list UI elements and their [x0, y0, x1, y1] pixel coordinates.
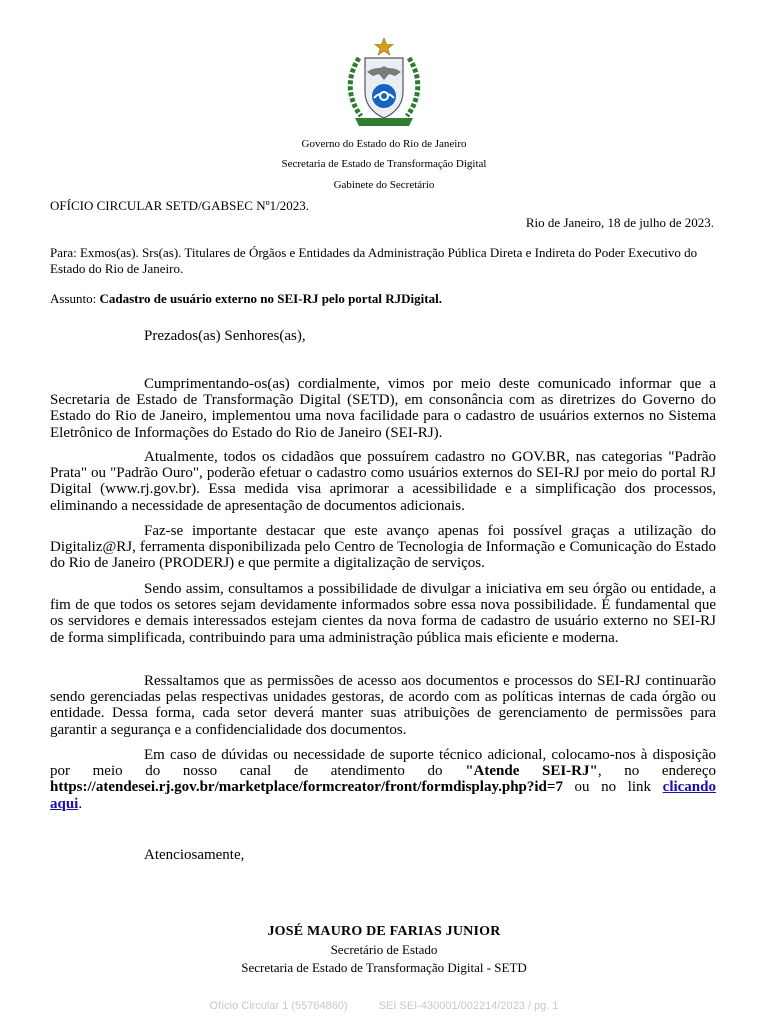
contact-end: . — [78, 795, 83, 812]
signatory-role: Secretário de Estado — [330, 942, 438, 957]
header-government: Governo do Estado do Rio de Janeiro — [301, 138, 467, 150]
contact-channel: "Atende SEI-RJ" — [465, 763, 598, 780]
paragraph-4: Sendo assim, consultamos a possibilidade de divulgar a iniciativa em seu órgão ou entidade, a fim de que todos os setores sejam devidamente informados sobre essa nova possibilidade. É fundamental que os servidores e demais interessados estejam cientes da nova forma de cadastro de usuário externo no SEI-RJ de forma simplificada, contribuindo para uma administração pública mais eficiente e moderna. — [50, 581, 716, 646]
paragraph-3: Faz-se importante destacar que este avanço apenas foi possível graças a utilização do Digitaliz@RJ, ferramenta disponibilizada pelo Centro de Tecnologia de Informação e Comunicação do Estado do Rio de Janeiro (PRODERJ) e que permite a digitalização de serviços. — [50, 523, 716, 572]
coat-of-arms-icon — [341, 36, 427, 132]
contact-url[interactable]: https://atendesei.rj.gov.br/marketplace/formcreator/front/formdisplay.php?id=7 — [50, 779, 563, 796]
paragraph-2: Atualmente, todos os cidadãos que possuírem cadastro no GOV.BR, nas categorias "Padrão Prata" ou "Padrão Ouro", poderão efetuar o cadastro como usuários externos do SEI-RJ por meio do portal RJ Digital (www.rj.gov.br). Essa medida visa aprimorar a acessibilidade e a simplificação dos processos, eliminando a necessidade de apresentação de documentos adicionais. — [50, 449, 716, 514]
contact-middle: , no endereço — [597, 763, 716, 780]
subject-text: Cadastro de usuário externo no SEI-RJ pelo portal RJDigital. — [99, 291, 442, 306]
subject-line — [50, 291, 442, 307]
signatory-name: JOSÉ MAURO DE FARIAS JUNIOR — [267, 924, 501, 939]
paragraph-5: Ressaltamos que as permissões de acesso aos documentos e processos do SEI-RJ continuarão sendo gerenciadas pelas respectivas unidades gestoras, de acordo com as políticas internas de cada órgão ou entidade. Dessa forma, cada setor deverá manter suas atribuições de gerenciamento de permissões para garantir a segurança e a confidencialidade dos documentos. — [50, 673, 716, 738]
paragraph-contact — [50, 747, 716, 812]
header-secretariat: Secretaria de Estado de Transformação Digital — [281, 158, 487, 170]
signatory-department: Secretaria de Estado de Transformação Digital - SETD — [241, 960, 527, 975]
recipients: Para: Exmos(as). Srs(as). Titulares de Órgãos e Entidades da Administração Pública Direta e Indireta do Poder Executivo do Estado do Rio de Janeiro. — [50, 245, 698, 276]
subject-label: Assunto: — [50, 291, 100, 306]
clicando-aqui-link[interactable]: clicando aqui — [50, 779, 716, 812]
document-date: Rio de Janeiro, 18 de julho de 2023. — [525, 215, 714, 230]
contact-before: Em caso de dúvidas ou necessidade de suporte técnico adicional, colocamo-nos à disposição por meio do nosso canal de atendimento do — [50, 747, 716, 780]
footer-process-page: SEI SEI-430001/002214/2023 / pg. 1 — [378, 1000, 559, 1012]
page-footer — [0, 1000, 768, 1012]
closing: Atenciosamente, — [144, 847, 245, 863]
paragraph-1: Cumprimentando-os(as) cordialmente, vimos por meio deste comunicado informar que a Secretaria de Estado de Transformação Digital (SETD), em consonância com as diretrizes do Governo do Estado do Rio de Janeiro, implementou uma nova facilidade para o cadastro de usuários externos no Sistema Eletrônico de Informações do Estado do Rio de Janeiro (SEI-RJ). — [50, 376, 716, 441]
greeting: Prezados(as) Senhores(as), — [144, 328, 306, 344]
contact-after: ou no link — [562, 779, 663, 796]
header-cabinet: Gabinete do Secretário — [333, 179, 435, 191]
footer-document-id: Ofício Circular 1 (55764860) — [209, 1000, 348, 1012]
oficio-number: OFÍCIO CIRCULAR SETD/GABSEC Nº1/2023. — [50, 198, 309, 213]
